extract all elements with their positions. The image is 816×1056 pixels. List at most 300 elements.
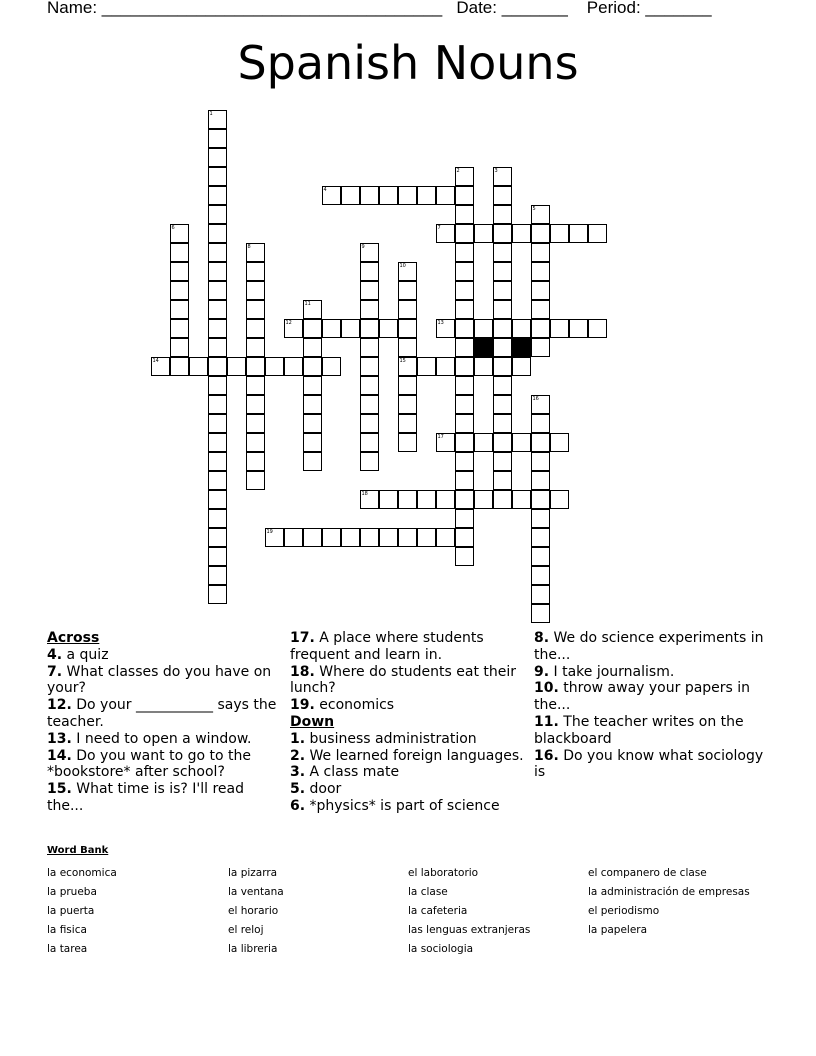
grid-cell[interactable] (531, 205, 550, 224)
grid-cell[interactable] (246, 338, 265, 357)
grid-cell[interactable] (303, 433, 322, 452)
word-bank-item: la fisica (47, 924, 87, 936)
clue-number: 13. (47, 730, 72, 747)
grid-cell[interactable] (208, 509, 227, 528)
grid-cell[interactable] (417, 357, 436, 376)
grid-cell[interactable] (455, 452, 474, 471)
grid-cell[interactable] (379, 490, 398, 509)
grid-cell[interactable] (303, 338, 322, 357)
grid-cell[interactable] (398, 319, 417, 338)
grid-cell[interactable] (474, 433, 493, 452)
grid-cell[interactable] (436, 224, 455, 243)
clue-number: 16 (532, 395, 539, 402)
grid-cell[interactable] (246, 357, 265, 376)
grid-cell[interactable] (512, 224, 531, 243)
grid-cell[interactable] (246, 471, 265, 490)
grid-cell[interactable] (455, 357, 474, 376)
clue-number: 2 (456, 167, 460, 174)
grid-cell[interactable] (569, 224, 588, 243)
clue-item (290, 731, 525, 748)
grid-cell[interactable] (208, 376, 227, 395)
clue-number: 12 (285, 319, 292, 326)
clue-text: Do your ___________ says the teacher. (47, 697, 277, 730)
grid-cell[interactable] (455, 262, 474, 281)
grid-cell[interactable] (474, 357, 493, 376)
grid-cell[interactable] (208, 452, 227, 471)
grid-cell[interactable] (208, 167, 227, 186)
grid-cell[interactable] (493, 224, 512, 243)
grid-cell[interactable] (436, 490, 455, 509)
grid-cell[interactable] (531, 604, 550, 623)
header-fields (47, 0, 712, 18)
grid-cell[interactable] (531, 528, 550, 547)
grid-cell[interactable] (189, 357, 208, 376)
grid-cell[interactable] (208, 433, 227, 452)
clue-item (534, 630, 769, 664)
grid-cell[interactable] (455, 205, 474, 224)
grid-cell[interactable] (360, 490, 379, 509)
word-bank-column (47, 864, 117, 959)
clue-number: 14. (47, 747, 72, 764)
grid-cell[interactable] (360, 376, 379, 395)
grid-cell[interactable] (170, 319, 189, 338)
clue-text: throw away your papers in the... (534, 680, 751, 714)
clue-number: 5 (532, 205, 536, 212)
grid-cell[interactable] (455, 547, 474, 566)
black-cell (474, 338, 493, 357)
grid-cell[interactable] (341, 528, 360, 547)
clue-number: 13 (437, 319, 444, 326)
grid-cell[interactable] (303, 300, 322, 319)
grid-cell[interactable] (246, 414, 265, 433)
grid-cell[interactable] (360, 433, 379, 452)
grid-cell[interactable] (455, 471, 474, 490)
grid-cell[interactable] (208, 205, 227, 224)
grid-cell[interactable] (360, 243, 379, 262)
grid-cell[interactable] (493, 490, 512, 509)
grid-cell[interactable] (531, 319, 550, 338)
grid-cell[interactable] (360, 452, 379, 471)
grid-cell[interactable] (417, 490, 436, 509)
clue-number: 16. (534, 747, 559, 764)
grid-cell[interactable] (246, 281, 265, 300)
clue-item (534, 664, 769, 681)
grid-cell[interactable] (265, 357, 284, 376)
clue-item (47, 664, 282, 698)
grid-cell[interactable] (360, 528, 379, 547)
grid-cell[interactable] (398, 376, 417, 395)
page-title: Spanish Nouns (237, 36, 579, 90)
word-bank-item: la cafeteria (408, 905, 468, 917)
grid-cell[interactable] (531, 395, 550, 414)
grid-cell[interactable] (531, 566, 550, 585)
grid-cell[interactable] (170, 338, 189, 357)
grid-cell[interactable] (208, 319, 227, 338)
grid-cell[interactable] (531, 281, 550, 300)
grid-cell[interactable] (531, 585, 550, 604)
grid-cell[interactable] (208, 110, 227, 129)
word-bank-item: la clase (408, 886, 448, 898)
clue-number: 7. (47, 663, 63, 680)
word-bank-item: la administración de empresas (588, 886, 750, 898)
grid-cell[interactable] (303, 319, 322, 338)
clue-number: 17. (290, 630, 315, 646)
clue-item (534, 714, 769, 748)
grid-cell[interactable] (246, 319, 265, 338)
grid-cell[interactable] (246, 376, 265, 395)
grid-cell[interactable] (246, 395, 265, 414)
grid-cell[interactable] (398, 490, 417, 509)
grid-cell[interactable] (379, 186, 398, 205)
clue-number: 8. (534, 630, 550, 646)
grid-cell[interactable] (208, 262, 227, 281)
clue-item (47, 748, 282, 782)
grid-cell[interactable] (455, 300, 474, 319)
grid-cell[interactable] (208, 566, 227, 585)
grid-cell[interactable] (379, 528, 398, 547)
clue-text: Do you want to go to the *bookstore* after school? (47, 747, 251, 781)
grid-cell[interactable] (398, 433, 417, 452)
grid-cell[interactable] (151, 357, 170, 376)
clue-text: economics (319, 697, 395, 714)
grid-cell[interactable] (531, 452, 550, 471)
word-bank-item: la economica (47, 867, 117, 879)
grid-cell[interactable] (170, 224, 189, 243)
grid-cell[interactable] (170, 281, 189, 300)
clue-number: 11 (304, 300, 311, 307)
grid-cell[interactable] (531, 547, 550, 566)
grid-cell[interactable] (569, 319, 588, 338)
grid-cell[interactable] (246, 262, 265, 281)
grid-cell[interactable] (227, 357, 246, 376)
clue-number: 10 (399, 262, 406, 269)
grid-cell[interactable] (246, 243, 265, 262)
clue-text: Where do students eat their lunch? (290, 663, 517, 697)
word-bank-item: el reloj (228, 924, 264, 936)
grid-cell[interactable] (455, 338, 474, 357)
grid-cell[interactable] (208, 300, 227, 319)
grid-cell[interactable] (208, 148, 227, 167)
clues-column-3 (534, 630, 769, 781)
grid-cell[interactable] (208, 243, 227, 262)
grid-cell[interactable] (493, 433, 512, 452)
grid-cell[interactable] (474, 490, 493, 509)
grid-cell[interactable] (208, 129, 227, 148)
grid-cell[interactable] (493, 376, 512, 395)
grid-cell[interactable] (436, 433, 455, 452)
grid-cell[interactable] (417, 528, 436, 547)
grid-cell[interactable] (436, 357, 455, 376)
grid-cell[interactable] (398, 357, 417, 376)
grid-cell[interactable] (246, 300, 265, 319)
clue-number: 6 (171, 224, 175, 231)
grid-cell[interactable] (170, 243, 189, 262)
word-bank-item: la sociologia (408, 943, 474, 955)
grid-cell[interactable] (455, 281, 474, 300)
grid-cell[interactable] (588, 319, 607, 338)
word-bank-column (228, 864, 284, 959)
clue-text: The teacher writes on the blackboard (534, 713, 744, 747)
clue-number: 9. (534, 663, 550, 680)
clue-number: 11. (534, 713, 559, 730)
grid-cell[interactable] (360, 414, 379, 433)
clue-number: 14 (152, 357, 159, 364)
grid-cell[interactable] (322, 186, 341, 205)
grid-cell[interactable] (493, 262, 512, 281)
clue-item (290, 630, 525, 664)
grid-cell[interactable] (208, 357, 227, 376)
word-bank-title: Word Bank (47, 845, 109, 856)
grid-cell[interactable] (360, 186, 379, 205)
grid-cell[interactable] (493, 167, 512, 186)
grid-cell[interactable] (398, 281, 417, 300)
grid-cell[interactable] (550, 319, 569, 338)
grid-cell[interactable] (493, 357, 512, 376)
black-cell (512, 338, 531, 357)
grid-cell[interactable] (436, 186, 455, 205)
grid-cell[interactable] (455, 509, 474, 528)
clue-item (290, 764, 525, 781)
word-bank-item: las lenguas extranjeras (408, 924, 531, 936)
clue-item (47, 647, 282, 664)
grid-cell[interactable] (208, 490, 227, 509)
word-bank-item: la libreria (228, 943, 278, 955)
grid-cell[interactable] (360, 357, 379, 376)
grid-cell[interactable] (322, 528, 341, 547)
grid-cell[interactable] (303, 395, 322, 414)
grid-cell[interactable] (550, 490, 569, 509)
clue-text: A class mate (309, 764, 400, 781)
grid-cell[interactable] (531, 471, 550, 490)
clues-column-2 (290, 630, 525, 815)
grid-cell[interactable] (398, 414, 417, 433)
grid-cell[interactable] (208, 547, 227, 566)
word-bank-item: el horario (228, 905, 279, 917)
grid-cell[interactable] (493, 414, 512, 433)
clue-text: We learned foreign languages. (309, 747, 524, 764)
grid-cell[interactable] (531, 490, 550, 509)
grid-cell[interactable] (360, 338, 379, 357)
grid-cell[interactable] (398, 186, 417, 205)
date-field[interactable]: Date: _______ (456, 0, 568, 17)
grid-cell[interactable] (493, 205, 512, 224)
grid-cell[interactable] (493, 471, 512, 490)
grid-cell[interactable] (303, 414, 322, 433)
grid-cell[interactable] (493, 300, 512, 319)
clue-number: 3 (494, 167, 498, 174)
clue-item (290, 798, 525, 815)
clue-text: business administration (309, 730, 477, 747)
grid-cell[interactable] (303, 528, 322, 547)
grid-cell[interactable] (474, 224, 493, 243)
grid-cell[interactable] (417, 186, 436, 205)
grid-cell[interactable] (493, 243, 512, 262)
clue-number: 3. (290, 764, 306, 781)
grid-cell[interactable] (550, 433, 569, 452)
grid-cell[interactable] (322, 319, 341, 338)
grid-cell[interactable] (531, 338, 550, 357)
grid-cell[interactable] (455, 224, 474, 243)
clue-text: a quiz (66, 646, 109, 663)
grid-cell[interactable] (360, 395, 379, 414)
grid-cell[interactable] (208, 224, 227, 243)
grid-cell[interactable] (379, 319, 398, 338)
clue-number: 15 (399, 357, 406, 364)
grid-cell[interactable] (493, 452, 512, 471)
clue-number: 19 (266, 528, 273, 535)
grid-cell[interactable] (531, 509, 550, 528)
grid-cell[interactable] (170, 357, 189, 376)
clue-number: 5. (290, 781, 306, 798)
clue-number: 18. (290, 663, 315, 680)
grid-cell[interactable] (531, 300, 550, 319)
grid-cell[interactable] (303, 376, 322, 395)
grid-cell[interactable] (360, 281, 379, 300)
grid-cell[interactable] (341, 319, 360, 338)
grid-cell[interactable] (550, 224, 569, 243)
clue-item (290, 748, 525, 765)
clue-text: I need to open a window. (76, 730, 252, 747)
grid-cell[interactable] (493, 395, 512, 414)
word-bank-column (588, 864, 750, 940)
grid-cell[interactable] (284, 319, 303, 338)
grid-cell[interactable] (360, 262, 379, 281)
grid-cell[interactable] (265, 528, 284, 547)
name-field[interactable]: Name: ____________________________________ (47, 0, 443, 17)
grid-cell[interactable] (360, 300, 379, 319)
clue-number: 2. (290, 747, 306, 764)
grid-cell[interactable] (208, 471, 227, 490)
grid-cell[interactable] (398, 528, 417, 547)
clue-number: 9 (361, 243, 365, 250)
grid-cell[interactable] (436, 319, 455, 338)
clue-item (290, 697, 525, 714)
clue-number: 7 (437, 224, 441, 231)
word-bank-item: el periodismo (588, 905, 660, 917)
clue-item (47, 781, 282, 815)
grid-cell[interactable] (455, 186, 474, 205)
grid-cell[interactable] (493, 319, 512, 338)
across-heading: Across (47, 630, 100, 646)
grid-cell[interactable] (531, 433, 550, 452)
grid-cell[interactable] (284, 528, 303, 547)
grid-cell[interactable] (398, 395, 417, 414)
grid-cell[interactable] (512, 433, 531, 452)
word-bank-item: la prueba (47, 886, 97, 898)
grid-cell[interactable] (455, 490, 474, 509)
word-bank-item: la tarea (47, 943, 88, 955)
word-bank-item: el laboratorio (408, 867, 479, 879)
grid-cell[interactable] (246, 452, 265, 471)
clue-text: Do you know what sociology is (534, 747, 764, 781)
clue-text: A place where students frequent and learn in. (290, 630, 484, 663)
grid-cell[interactable] (303, 357, 322, 376)
grid-cell[interactable] (303, 452, 322, 471)
clue-text: *physics* is part of science (309, 797, 500, 814)
clue-number: 4. (47, 646, 63, 663)
grid-cell[interactable] (493, 338, 512, 357)
clue-number: 18 (361, 490, 368, 497)
grid-cell[interactable] (455, 528, 474, 547)
grid-cell[interactable] (531, 224, 550, 243)
grid-cell[interactable] (493, 186, 512, 205)
grid-cell[interactable] (512, 319, 531, 338)
grid-cell[interactable] (455, 243, 474, 262)
clue-item (534, 680, 769, 714)
grid-cell[interactable] (531, 262, 550, 281)
grid-cell[interactable] (246, 433, 265, 452)
grid-cell[interactable] (512, 357, 531, 376)
grid-cell[interactable] (493, 281, 512, 300)
grid-cell[interactable] (360, 319, 379, 338)
grid-cell[interactable] (588, 224, 607, 243)
grid-cell[interactable] (436, 528, 455, 547)
clue-item (47, 697, 282, 731)
clue-number: 17 (437, 433, 444, 440)
grid-cell[interactable] (398, 338, 417, 357)
grid-cell[interactable] (398, 300, 417, 319)
clue-number: 1 (209, 110, 213, 117)
grid-cell[interactable] (455, 395, 474, 414)
clue-number: 6. (290, 797, 306, 814)
clue-text: What time is is? I'll read the... (47, 781, 245, 814)
clue-text: We do science experiments in the... (534, 630, 764, 663)
grid-cell[interactable] (531, 243, 550, 262)
clue-number: 12. (47, 697, 72, 714)
grid-cell[interactable] (455, 167, 474, 186)
clue-item (290, 664, 525, 698)
grid-cell[interactable] (455, 414, 474, 433)
clue-item (290, 781, 525, 798)
grid-cell[interactable] (455, 433, 474, 452)
grid-cell[interactable] (170, 300, 189, 319)
grid-cell[interactable] (208, 338, 227, 357)
grid-cell[interactable] (208, 528, 227, 547)
grid-cell[interactable] (208, 414, 227, 433)
word-bank-item: la papelera (588, 924, 648, 936)
clue-item (47, 731, 282, 748)
grid-cell[interactable] (208, 395, 227, 414)
word-bank-item: la ventana (228, 886, 284, 898)
grid-cell[interactable] (398, 262, 417, 281)
grid-cell[interactable] (341, 186, 360, 205)
clue-number: 4 (323, 186, 327, 193)
clues-column-1 (47, 630, 282, 815)
clue-number: 10. (534, 680, 559, 697)
grid-cell[interactable] (531, 414, 550, 433)
clue-text: What classes do you have on your? (47, 663, 272, 697)
clue-number: 1. (290, 730, 306, 747)
grid-cell[interactable] (208, 585, 227, 604)
word-bank-item: la puerta (47, 905, 95, 917)
grid-cell[interactable] (512, 490, 531, 509)
period-field[interactable]: Period: _______ (586, 0, 712, 17)
grid-cell[interactable] (284, 357, 303, 376)
grid-cell[interactable] (208, 186, 227, 205)
grid-cell[interactable] (455, 319, 474, 338)
clue-item (534, 748, 769, 782)
down-heading: Down (290, 713, 335, 730)
grid-cell[interactable] (208, 281, 227, 300)
grid-cell[interactable] (455, 376, 474, 395)
grid-cell[interactable] (322, 357, 341, 376)
clue-number: 15. (47, 781, 72, 798)
word-bank-column (408, 864, 530, 959)
word-bank-item: la pizarra (228, 867, 278, 879)
word-bank-item: el companero de clase (588, 867, 707, 879)
grid-cell[interactable] (474, 319, 493, 338)
grid-cell[interactable] (170, 262, 189, 281)
